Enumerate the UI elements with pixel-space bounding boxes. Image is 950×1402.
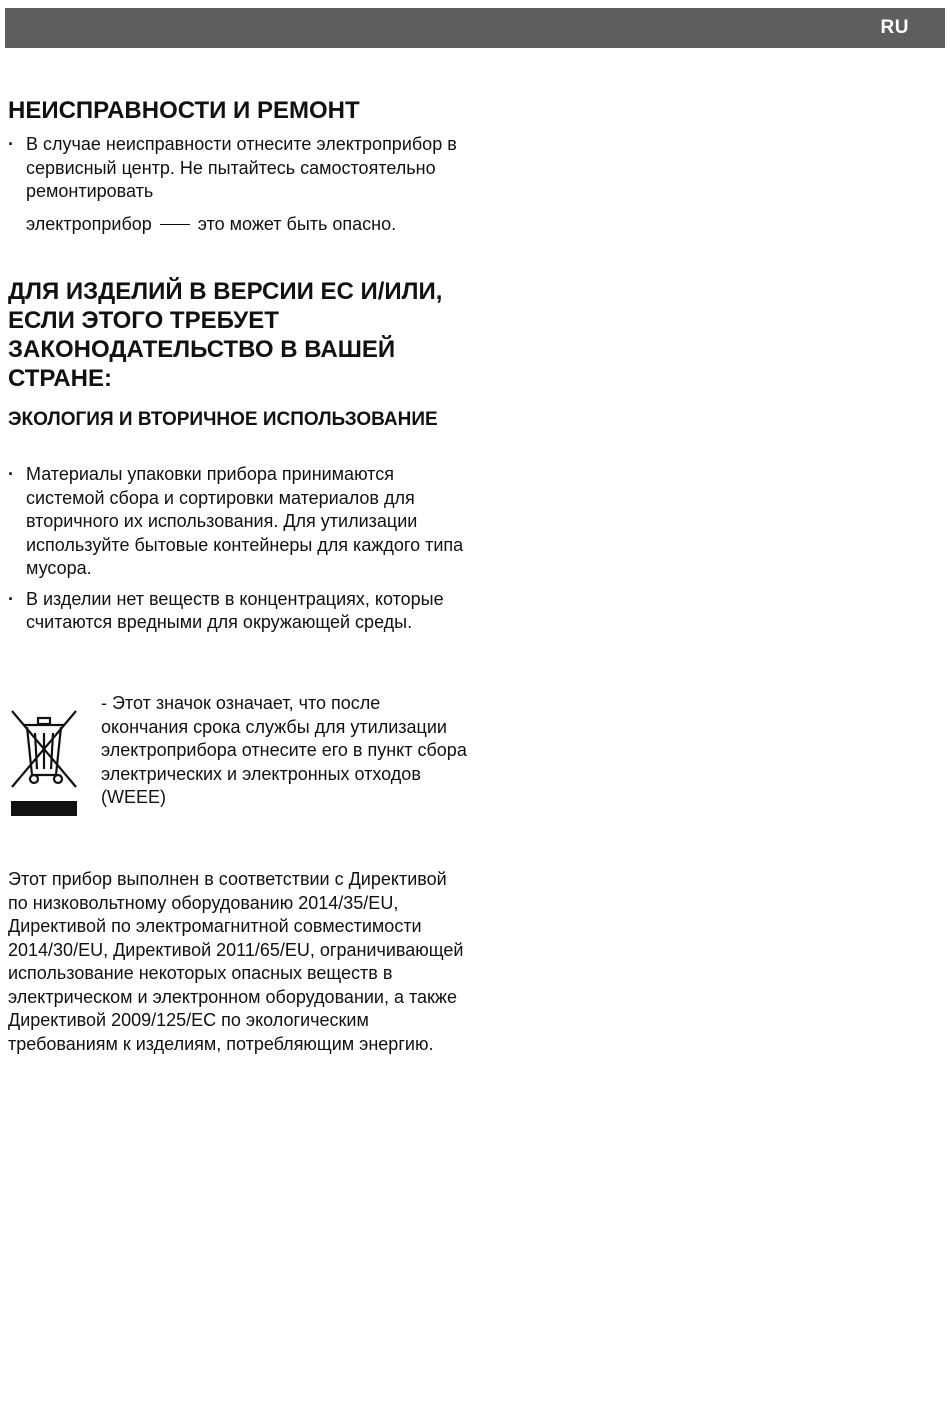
repair-bullet-line bbox=[26, 213, 468, 237]
list-item bbox=[8, 133, 468, 236]
section-title-ecology: ЭКОЛОГИЯ И ВТОРИЧНОЕ ИСПОЛЬЗОВАНИЕ bbox=[8, 409, 438, 430]
repair-bullet-line-start: электроприбор bbox=[26, 213, 152, 234]
list-item: · В изделии нет веществ в концентрациях, которые считаются вредными для окружающей среды. bbox=[8, 588, 468, 635]
section-title-repair: НЕИСПРАВНОСТИ И РЕМОНТ bbox=[8, 97, 360, 124]
section-title-eu: ДЛЯ ИЗДЕЛИЙ В ВЕРСИИ ЕС И/ИЛИ, ЕСЛИ ЭТОГО ТРЕБУЕТ ЗАКОНОДАТЕЛЬСТВО В ВАШЕЙ СТРАНЕ: bbox=[8, 278, 443, 392]
crossed-bin-icon bbox=[8, 705, 80, 820]
repair-bullet-text: В случае неисправности отнесите электроприбор в сервисный центр. Не пытайтесь самостоятельно ремонтировать bbox=[26, 134, 457, 201]
directive-compliance-text: Этот прибор выполнен в соответствии с Директивой по низковольтному оборудованию 2014/35/EU, Директивой по электромагнитной совместимости 2014/30/EU, Директивой 2011/65/EU, ограничивающей использование некоторых опасных веществ в электрическом и электронном оборудовании, а также Директивой 2009/125/EC по экологическим требованиям к изделиям, потребляющим энергию. bbox=[8, 869, 464, 1054]
list-item: · Материалы упаковки прибора принимаются системой сбора и сортировки материалов для вторичного их использования. Для утилизации используйте бытовые контейнеры для каждого типа мусора. bbox=[8, 463, 468, 581]
dash-divider bbox=[160, 224, 190, 225]
header-bar bbox=[5, 8, 945, 48]
weee-description: - Этот значок означает, что после окончания срока службы для утилизации электроприбора отнесите его в пункт сбора электрических и электронных отходов (WEEE) bbox=[101, 693, 467, 807]
repair-bullet-line-end: это может быть опасно. bbox=[197, 213, 397, 234]
language-label: RU bbox=[880, 17, 909, 38]
ecology-list bbox=[8, 463, 468, 642]
repair-list bbox=[8, 133, 468, 243]
